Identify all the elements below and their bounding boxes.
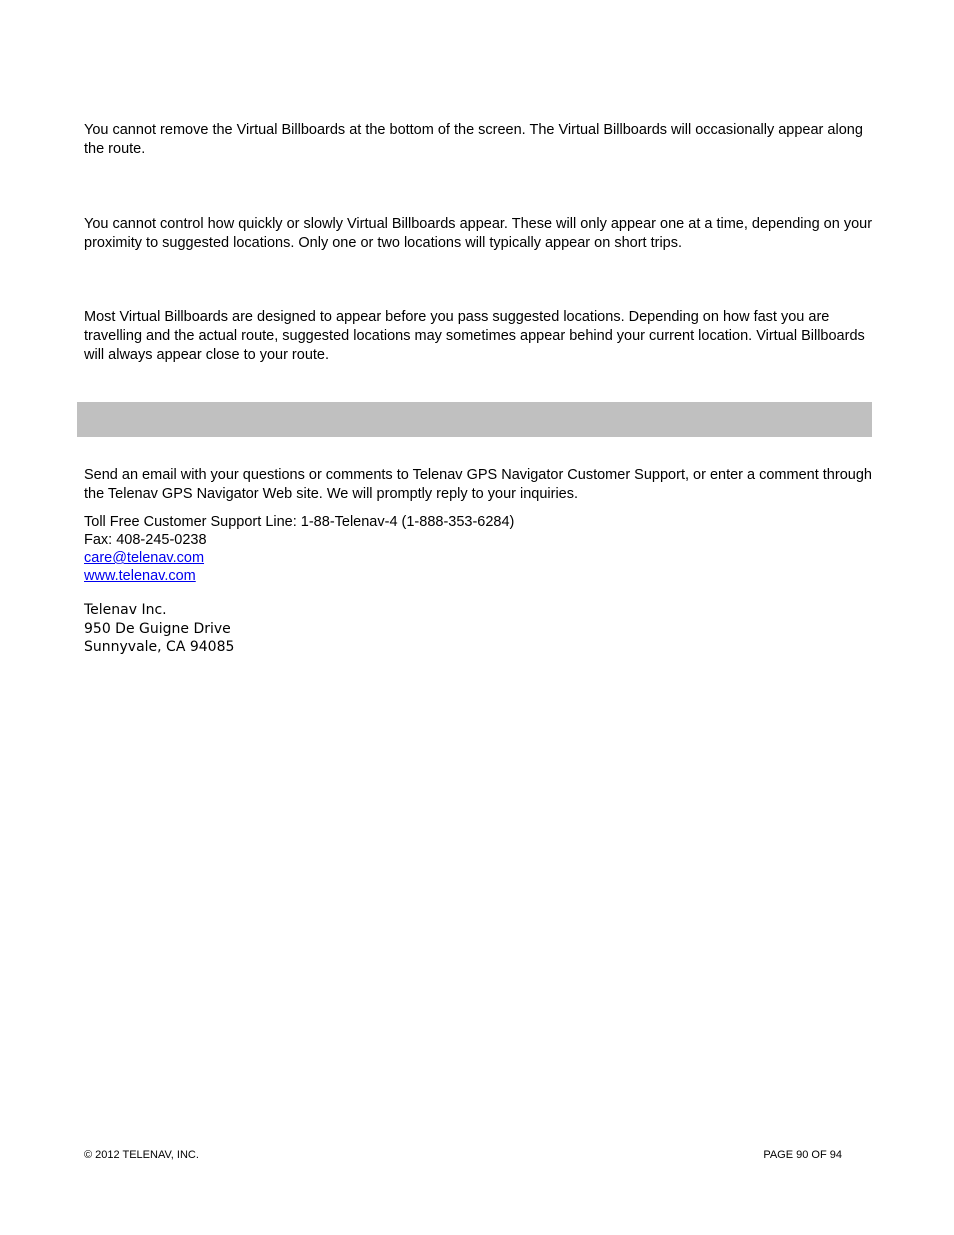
paragraph-customer-support: Send an email with your questions or comments to Telenav GPS Navigator Customer Support, or enter a comment through the Telenav GPS Navigator Web site. We will promptly reply to your inquiries.: [84, 467, 872, 502]
support-email-link[interactable]: care@telenav.com: [84, 550, 205, 566]
footer-page-number: PAGE 90 OF 94: [763, 1149, 842, 1161]
paragraph-virtual-billboards-speed: You cannot control how quickly or slowly Virtual Billboards appear. These will only appear one at a time, depending on your proximity to suggested locations. Only one or two locations will typically appear on short trips.: [84, 216, 873, 251]
paragraph-virtual-billboards-position: Most Virtual Billboards are designed to appear before you pass suggested locations. Depending on how fast you are travelling and the actual route, suggested locations may sometimes appear behind your current location. Virtual Billboards will always appear close to your route.: [84, 309, 865, 363]
footer-copyright: © 2012 TELENAV, INC.: [84, 1149, 199, 1161]
website-link[interactable]: www.telenav.com: [84, 568, 196, 584]
company-address: [84, 601, 234, 657]
support-fax: Fax: 408-245-0238: [84, 532, 207, 548]
support-phone: Toll Free Customer Support Line: 1-88-Telenav-4 (1-888-353-6284): [84, 514, 515, 530]
address-street: 950 De Guigne Drive: [84, 620, 231, 637]
address-city: Sunnyvale, CA 94085: [84, 639, 235, 655]
address-company: Telenav Inc.: [84, 602, 167, 618]
paragraph-virtual-billboards-removal: You cannot remove the Virtual Billboards at the bottom of the screen. The Virtual Billboards will occasionally appear along the route.: [84, 122, 863, 157]
contact-info: [84, 513, 514, 585]
section-header-bar: [77, 402, 872, 437]
